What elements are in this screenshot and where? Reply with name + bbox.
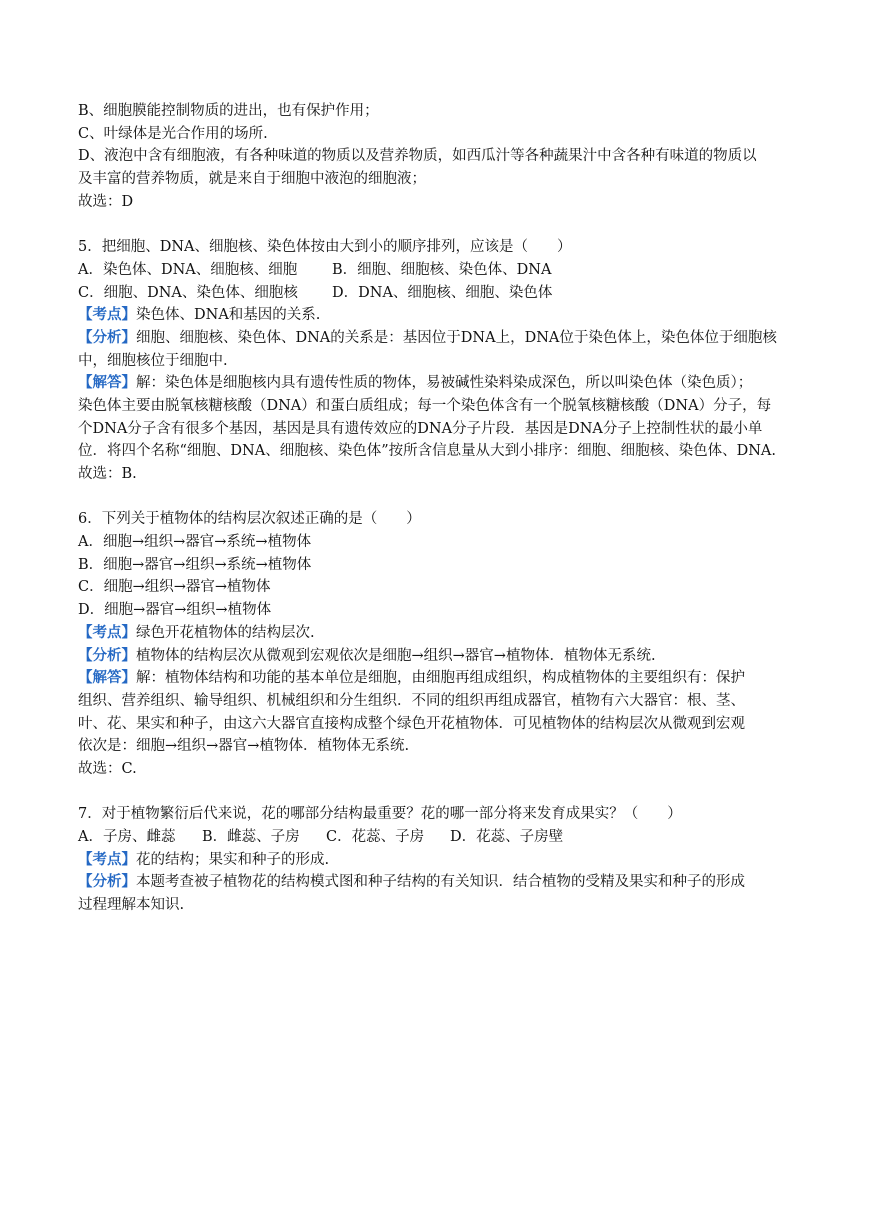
q5-option-c: C．细胞、DNA、染色体、细胞核	[78, 284, 298, 301]
q7-option-b: B．雌蕊、子房	[202, 829, 300, 845]
q5-fenxi	[78, 327, 798, 350]
q6-jieda-text-2: 组织、营养组织、输导组织、机械组织和分生组织．不同的组织再组成器官，植物有六大器官：根、茎、	[78, 692, 745, 709]
q5-jieda	[78, 372, 798, 395]
jieda-tag: 【解答】	[78, 669, 136, 687]
q5-option-b: B．细胞、细胞核、染色体、DNA	[332, 261, 552, 278]
q6-answer: 故选：C.	[78, 760, 137, 777]
q5-stem: 5．把细胞、DNA、细胞核、染色体按由大到小的顺序排列，应该是（ ）	[78, 239, 572, 256]
q5-fenxi-text-1: 细胞、细胞核、染色体、DNA的关系是：基因位于DNA上，DNA位于染色体上，染色体位于细胞核	[136, 329, 777, 346]
fenxi-tag: 【分析】	[78, 646, 136, 664]
q6-option-c: C．细胞→组织→器官→植物体	[78, 579, 271, 596]
q7-fenxi-text-2: 过程理解本知识.	[78, 897, 185, 914]
kaodian-tag: 【考点】	[78, 306, 136, 324]
spacer	[78, 213, 798, 236]
fenxi-tag: 【分析】	[78, 328, 136, 346]
prev-answer: 故选：D	[78, 193, 134, 210]
q7-fenxi	[78, 871, 798, 894]
q7-option-c: C．花蕊、子房	[326, 829, 425, 845]
prev-line-c: C、叶绿体是光合作用的场所.	[78, 125, 268, 142]
q7-option-a: A．子房、雌蕊	[78, 829, 176, 845]
q5-option-a: A．染色体、DNA、细胞核、细胞	[78, 261, 298, 278]
q5-options-ab	[78, 259, 798, 282]
jieda-tag: 【解答】	[78, 374, 136, 392]
q5-option-d: D．DNA、细胞核、细胞、染色体	[332, 284, 553, 301]
q5-kaodian	[78, 304, 798, 327]
q6-jieda-text-1: 解：植物体结构和功能的基本单位是细胞，由细胞再组成组织，构成植物体的主要组织有：保护	[136, 670, 745, 687]
q6-option-a: A．细胞→组织→器官→系统→植物体	[78, 534, 312, 551]
q7-kaodian	[78, 849, 798, 872]
q5-jieda-text-1: 解：染色体是细胞核内具有遗传性质的物体，易被碱性染料染成深色，所以叫染色体（染色质）；	[136, 375, 753, 392]
q6-jieda-text-3: 叶、花、果实和种子，由这六大器官直接构成整个绿色开花植物体．可见植物体的结构层次从微观到宏观	[78, 715, 745, 732]
q6-fenxi	[78, 645, 798, 668]
q5-kaodian-text: 染色体、DNA和基因的关系.	[136, 307, 321, 324]
q7-options	[78, 826, 798, 849]
q5-jieda-text-3: 个DNA分子含有很多个基因，基因是具有遗传效应的DNA分子片段．基因是DNA分子上控制性状的最小单	[78, 420, 763, 437]
q6-option-d: D．细胞→器官→组织→植物体	[78, 602, 272, 619]
prev-line-d: D、液泡中含有细胞液，有各种味道的物质以及营养物质，如西瓜汁等各种蔬果汁中含各种有味道的物质以	[78, 148, 757, 165]
q5-fenxi-text-2: 中，细胞核位于细胞中.	[78, 352, 228, 369]
spacer	[78, 486, 798, 509]
spacer	[78, 781, 798, 804]
prev-line-d-cont: 及丰富的营养物质，就是来自于细胞中液泡的细胞液；	[78, 171, 426, 188]
q7-kaodian-text: 花的结构；果实和种子的形成.	[136, 851, 330, 868]
q6-kaodian-text: 绿色开花植物体的结构层次.	[136, 624, 315, 641]
kaodian-tag: 【考点】	[78, 850, 136, 868]
q5-jieda-text-4: 位．将四个名称“细胞、DNA、细胞核、染色体”按所含信息量从大到小排序：细胞、细胞核、染色体、DNA.	[78, 443, 776, 460]
q5-options-cd	[78, 282, 798, 305]
q6-stem: 6．下列关于植物体的结构层次叙述正确的是（ ）	[78, 511, 421, 528]
q5-answer: 故选：B.	[78, 466, 137, 482]
q6-jieda	[78, 667, 798, 690]
q7-stem: 7．对于植物繁衍后代来说，花的哪部分结构最重要？花的哪一部分将来发育成果实？（ ）	[78, 806, 682, 823]
q6-fenxi-text-1: 植物体的结构层次从微观到宏观依次是细胞→组织→器官→植物体．植物体无系统.	[136, 647, 656, 664]
fenxi-tag: 【分析】	[78, 873, 136, 891]
document-page	[78, 100, 798, 917]
q6-option-b: B．细胞→器官→组织→系统→植物体	[78, 556, 312, 573]
kaodian-tag: 【考点】	[78, 623, 136, 641]
q6-jieda-text-4: 依次是：细胞→组织→器官→植物体．植物体无系统.	[78, 738, 410, 755]
q6-kaodian	[78, 622, 798, 645]
q7-fenxi-text-1: 本题考查被子植物花的结构模式图和种子结构的有关知识．结合植物的受精及果实和种子的形成	[136, 874, 745, 891]
q5-jieda-text-2: 染色体主要由脱氧核糖核酸（DNA）和蛋白质组成；每一个染色体含有一个脱氧核糖核酸（DNA）分子，每	[78, 397, 772, 414]
q7-option-d: D．花蕊、子房壁	[450, 829, 564, 845]
prev-line-b: B、细胞膜能控制物质的进出，也有保护作用；	[78, 103, 379, 119]
